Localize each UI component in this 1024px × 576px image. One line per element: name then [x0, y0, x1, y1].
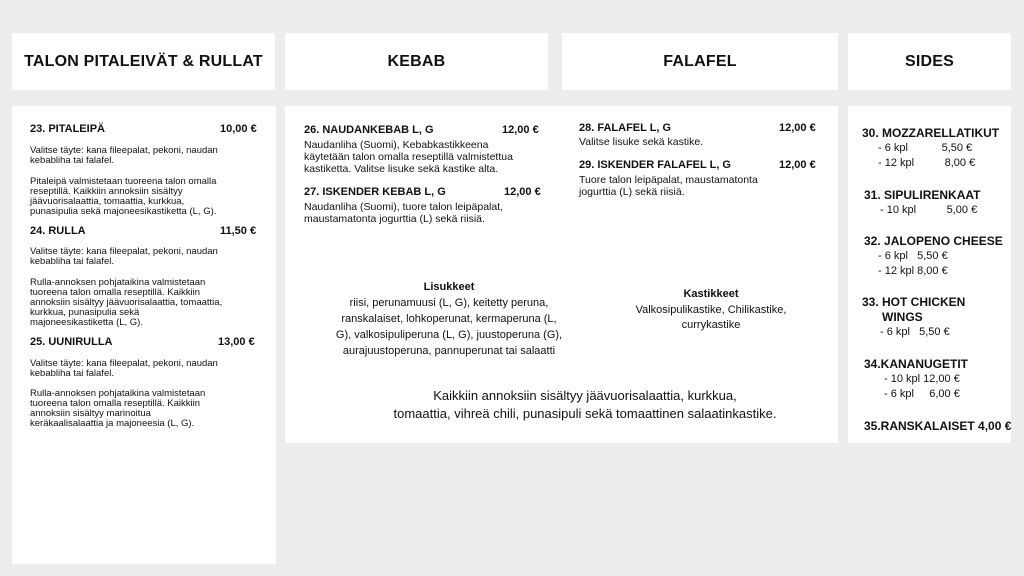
item-26-price: 12,00 €: [502, 124, 539, 136]
lisukkeet-line-1: riisi, perunamuusi (L, G), keitetty peruna,: [349, 297, 549, 309]
item-24-desc-1: Valitse täyte: kana fileepalat, pekoni, naudan: [30, 246, 218, 257]
kastikkeet-line-2: currykastike: [681, 319, 741, 331]
item-25-desc-3: Rulla-annoksen pohjataikina valmistetaan: [30, 388, 206, 399]
header-falafel: [562, 33, 838, 90]
item-25-desc-5: annoksiin sisältyy marinoitua: [30, 408, 151, 419]
item-24-desc-7: majoneesikastiketta (L, G).: [30, 317, 143, 328]
header-falafel-label: FALAFEL: [663, 52, 737, 70]
item-28-price: 12,00 €: [779, 122, 816, 134]
side-30-row-2: - 12 kpl 8,00 €: [878, 157, 976, 169]
item-28-name: 28. FALAFEL L, G: [579, 122, 672, 134]
side-32-row-2: - 12 kpl 8,00 €: [878, 265, 948, 277]
lisukkeet-line-2: ranskalaiset, lohkoperunat, kermaperuna (L,: [341, 313, 557, 325]
side-34-name: 34.KANANUGETIT: [864, 357, 969, 371]
header-talon-label: TALON PITALEIVÄT & RULLAT: [24, 52, 263, 70]
lisukkeet-line-3: G), valkosipuliperuna (L, G), juustoperuna (G),: [335, 329, 563, 341]
header-kebab: [285, 33, 548, 90]
item-23-name: 23. PITALEIPÄ: [30, 123, 105, 135]
item-27-desc-1: Naudanliha (Suomi), tuore talon leipäpalat,: [304, 201, 504, 213]
footer-line-2: tomaattia, vihreä chili, punasipuli sekä tomaattinen salaatinkastike.: [393, 406, 777, 421]
side-33-name-1: 33. HOT CHICKEN: [862, 295, 966, 309]
footer-line-1: Kaikkiin annoksiin sisältyy jäävuorisalaattia, kurkkua,: [433, 388, 737, 403]
item-25-price: 13,00 €: [218, 336, 255, 348]
item-23-desc-2: kebabliha tai falafel.: [30, 155, 114, 166]
header-sides-label: SIDES: [904, 52, 954, 70]
side-34-row-1: - 10 kpl 12,00 €: [884, 373, 960, 385]
item-24-price: 11,50 €: [220, 225, 257, 237]
side-31-name: 31. SIPULIRENKAAT: [864, 188, 981, 202]
lisukkeet-title: Lisukkeet: [423, 281, 475, 293]
item-29-desc-2: jogurttia (L) sekä riisiä.: [579, 186, 685, 198]
item-24-desc-3: Rulla-annoksen pohjataikina valmistetaan: [30, 277, 206, 288]
talon-panel: [12, 106, 276, 564]
item-23-desc-6: punasipulia sekä majoneesikastiketta (L, G).: [30, 206, 217, 217]
item-23-desc-3: Pitaleipä valmistetaan tuoreena talon omalla: [30, 176, 217, 187]
item-25-desc-4: tuoreena talon omalla reseptillä. Kaikkiin: [30, 398, 201, 409]
item-26-name: 26. NAUDANKEBAB L, G: [304, 124, 434, 136]
item-24-desc-6: kurkkua, punasipulia sekä: [30, 307, 140, 318]
item-24-name: 24. RULLA: [30, 225, 86, 237]
side-32-row-1: - 6 kpl 5,50 €: [878, 250, 948, 262]
kastikkeet-line-1: Valkosipulikastike, Chilikastike,: [635, 304, 787, 316]
item-25-desc-6: keräkaalisalaattia ja majoneesia (L, G).: [30, 418, 195, 429]
header-kebab-label: KEBAB: [387, 52, 446, 70]
item-27-desc-2: maustamatonta jogurttia (L) sekä riisiä.: [304, 213, 485, 225]
item-25-desc-2: kebabliha tai falafel.: [30, 368, 114, 379]
item-25-name: 25. UUNIRULLA: [30, 336, 113, 348]
item-26-desc-1: Naudanliha (Suomi), Kebabkastikkeena: [304, 139, 489, 151]
item-26-desc-3: kastiketta. Valitse lisuke sekä kastike alta.: [304, 163, 499, 175]
side-32-name: 32. JALOPENO CHEESE: [864, 234, 1003, 248]
item-29-name: 29. ISKENDER FALAFEL L, G: [579, 159, 731, 171]
lisukkeet-line-4: aurajuustoperuna, pannuperunat tai salaatti: [342, 345, 556, 357]
item-23-desc-1: Valitse täyte: kana fileepalat, pekoni, naudan: [30, 145, 218, 156]
side-33-name-2: WINGS: [882, 310, 923, 324]
kastikkeet-title: Kastikkeet: [683, 288, 739, 300]
item-23-desc-5: jäävuorisalaattia, tomaattia, kurkkua,: [30, 196, 185, 207]
item-29-desc-1: Tuore talon leipäpalat, maustamatonta: [579, 174, 758, 186]
item-26-desc-2: käytetään talon omalla reseptillä valmistettua: [304, 151, 513, 163]
side-33-row-1: - 6 kpl 5,50 €: [880, 326, 950, 338]
side-30-name: 30. MOZZARELLATIKUT: [862, 126, 1000, 140]
item-29-price: 12,00 €: [779, 159, 816, 171]
item-27-price: 12,00 €: [504, 186, 541, 198]
item-24-desc-5: annoksiin sisältyy jäävuorisalaattia, tomaattia,: [30, 297, 223, 308]
side-35-name: 35.RANSKALAISET 4,00 €: [864, 419, 1012, 433]
side-31-row-1: - 10 kpl 5,00 €: [880, 204, 978, 216]
header-talon: [12, 33, 275, 90]
item-28-desc-1: Valitse lisuke sekä kastike.: [579, 136, 704, 148]
header-sides: [848, 33, 1011, 90]
item-23-desc-4: reseptillä. Kaikkiin annoksiin sisältyy: [30, 186, 183, 197]
item-23-price: 10,00 €: [220, 123, 257, 135]
sides-panel: [848, 106, 1011, 443]
item-24-desc-2: kebabliha tai falafel.: [30, 256, 114, 267]
item-25-desc-1: Valitse täyte: kana fileepalat, pekoni, naudan: [30, 358, 218, 369]
side-34-row-2: - 6 kpl 6,00 €: [884, 388, 960, 400]
side-30-row-1: - 6 kpl 5,50 €: [878, 142, 973, 154]
item-27-name: 27. ISKENDER KEBAB L, G: [304, 186, 446, 198]
item-24-desc-4: tuoreena talon omalla reseptillä. Kaikkiin: [30, 287, 201, 298]
main-panel: [285, 106, 838, 443]
